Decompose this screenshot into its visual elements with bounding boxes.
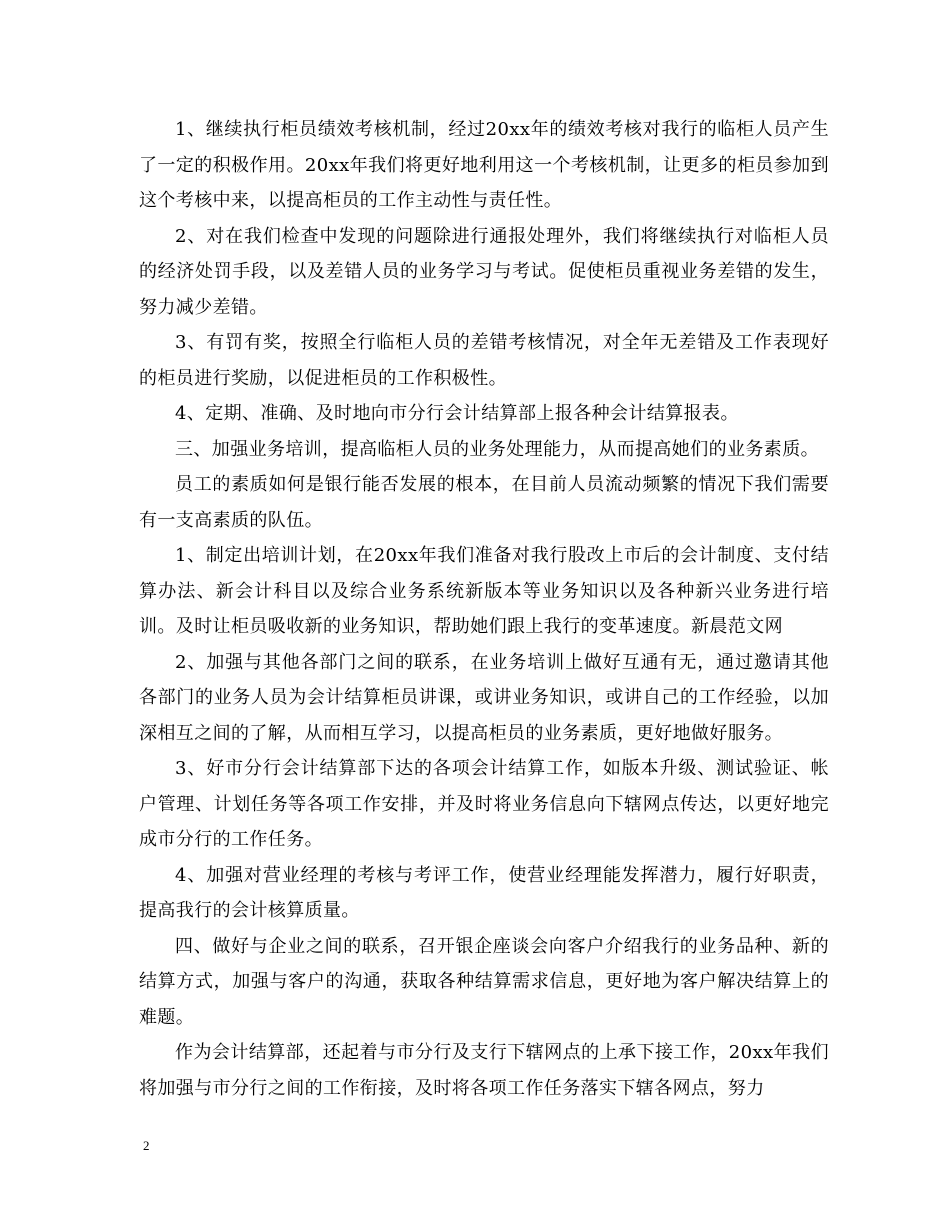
paragraph-12: 作为会计结算部，还起着与市分行及支行下辖网点的上承下接工作，20xx年我们将加强与市分行之间的工作衔接，及时将各项工作任务落实下辖各网点，努力 [139, 1042, 829, 1099]
paragraph-4: 4、定期、准确、及时地向市分行会计结算部上报各种会计结算报表。 [175, 403, 739, 424]
paragraph-6: 员工的素质如何是银行能否发展的根本，在目前人员流动频繁的情况下我们需要有一支高素质的队伍。 [139, 474, 829, 531]
document-body [139, 112, 829, 1106]
paragraph-10: 4、加强对营业经理的考核与考评工作，使营业经理能发挥潜力，履行好职责，提高我行的会计核算质量。 [139, 864, 829, 921]
paragraph-3: 3、有罚有奖，按照全行临柜人员的差错考核情况，对全年无差错及工作表现好的柜员进行奖励，以促进柜员的工作积极性。 [139, 332, 829, 389]
paragraph-8: 2、加强与其他各部门之间的联系，在业务培训上做好互通有无，通过邀请其他各部门的业务人员为会计结算柜员讲课，或讲业务知识，或讲自己的工作经验，以加深相互之间的了解，从而相互学习，以提高柜员的业务素质，更好地做好服务。 [139, 651, 829, 744]
paragraph-1: 1、继续执行柜员绩效考核机制，经过20xx年的绩效考核对我行的临柜人员产生了一定的积极作用。20xx年我们将更好地利用这一个考核机制，让更多的柜员参加到这个考核中来，以提高柜员的工作主动性与责任性。 [139, 119, 829, 211]
page-number: 2 [143, 1138, 150, 1153]
paragraph-7: 1、制定出培训计划，在20xx年我们准备对我行股改上市后的会计制度、支付结算办法、新会计科目以及综合业务系统新版本等业务知识以及各种新兴业务进行培训。及时让柜员吸收新的业务知识，帮助她们跟上我行的变革速度。新晨范文网 [139, 545, 829, 637]
paragraph-5: 三、加强业务培训，提高临柜人员的业务处理能力，从而提高她们的业务素质。 [175, 438, 819, 460]
paragraph-11: 四、做好与企业之间的联系，召开银企座谈会向客户介绍我行的业务品种、新的结算方式，加强与客户的沟通，获取各种结算需求信息，更好地为客户解决结算上的难题。 [139, 935, 829, 1028]
paragraph-2: 2、对在我们检查中发现的问题除进行通报处理外，我们将继续执行对临柜人员的经济处罚手段，以及差错人员的业务学习与考试。促使柜员重视业务差错的发生，努力减少差错。 [139, 225, 829, 318]
paragraph-9: 3、好市分行会计结算部下达的各项会计结算工作，如版本升级、测试验证、帐户管理、计划任务等各项工作安排，并及时将业务信息向下辖网点传达，以更好地完成市分行的工作任务。 [139, 758, 829, 850]
